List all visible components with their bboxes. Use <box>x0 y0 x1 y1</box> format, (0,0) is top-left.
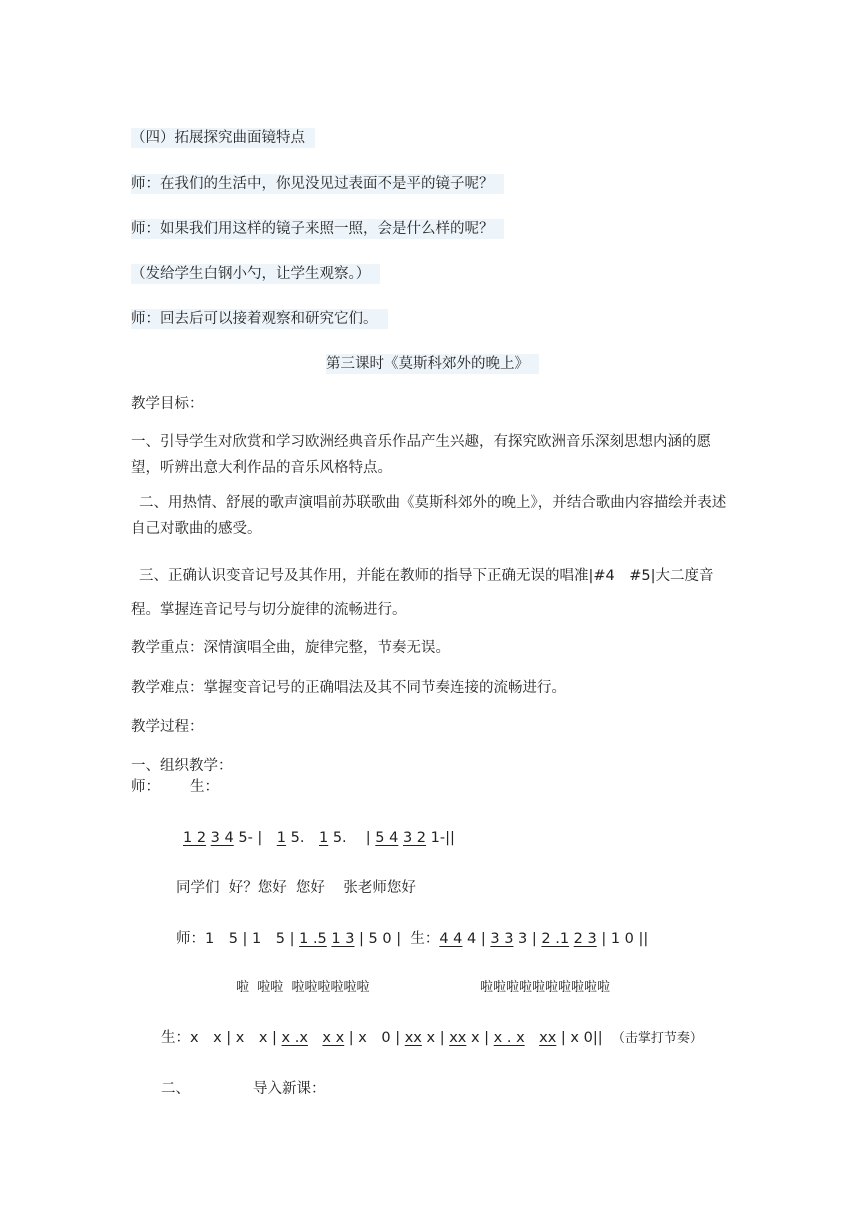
goal-3-text-a: 三、正确认识变音记号及其作用，并能在教师的指导下正确无误的唱准 <box>139 568 589 584</box>
process-label: 教学过程： <box>131 719 204 735</box>
goals-label: 教学目标： <box>131 396 204 412</box>
teacher-label: 师： <box>131 779 160 795</box>
goal-3-text-b: 大二度音 <box>655 568 714 584</box>
section-heading: （四）拓展探究曲面镜特点 <box>131 128 315 148</box>
score-line-1: 1 2 3 4 5- | 1 5. 1 5. | 5 4 3 2 1-|| <box>183 830 455 846</box>
goal-3-line2: 程。掌握连音记号与切分旋律的流畅进行。 <box>131 602 407 618</box>
goal-2: 二、用热情、舒展的歌声演唱前苏联歌曲《莫斯科郊外的晚上》，并结合歌曲内容描绘并表述自己对歌曲的感受。 <box>131 495 727 537</box>
lyrics-line-2a: 啦 啦啦 啦啦啦啦啦啦 <box>236 980 370 995</box>
step-2-number: 二、 <box>161 1081 190 1097</box>
key-point: 教学重点：深情演唱全曲，旋律完整，节奏无误。 <box>131 640 450 656</box>
lyrics-line-1: 同学们 好？您好 您好 张老师您好 <box>176 880 416 896</box>
goal-3-line1 <box>139 566 714 586</box>
step-1: 一、组织教学： <box>131 758 233 774</box>
step-2-text: 导入新课： <box>253 1081 326 1097</box>
lesson-title: 第三课时《莫斯科郊外的晚上》 <box>326 354 539 374</box>
rhythm-line: 生：x x | x x | x .x x x | x 0 | xx x | xx x | x . x xx | x 0|| （击掌打节奏） <box>161 1030 703 1046</box>
score-line-2: 师：1 5 | 1 5 | 1 .5 1 3 | 5 0 | 生：4 4 4 | 3 3 3 | 2 .1 2 3 | 1 0 || <box>176 931 649 947</box>
goal-3-notes: |#4 #5| <box>588 568 656 584</box>
distribute-note: （发给学生白钢小勺，让学生观察。） <box>131 264 380 284</box>
lyrics-line-2b: 啦啦啦啦啦啦啦啦啦啦 <box>480 980 611 995</box>
student-label: 生： <box>190 779 219 795</box>
teacher-question-2: 师：如果我们用这样的镜子来照一照，会是什么样的呢？ <box>131 219 504 239</box>
goal-1: 一、引导学生对欣赏和学习欧洲经典音乐作品产生兴趣，有探究欧洲音乐深刻思想内涵的愿望，听辨出意大利作品的音乐风格特点。 <box>131 434 711 476</box>
difficult-point: 教学难点：掌握变音记号的正确唱法及其不同节奏连接的流畅进行。 <box>131 680 566 696</box>
teacher-question-1: 师：在我们的生活中，你见没见过表面不是平的镜子呢？ <box>131 174 504 194</box>
teacher-closing: 师：回去后可以接着观察和研究它们。 <box>131 309 388 329</box>
